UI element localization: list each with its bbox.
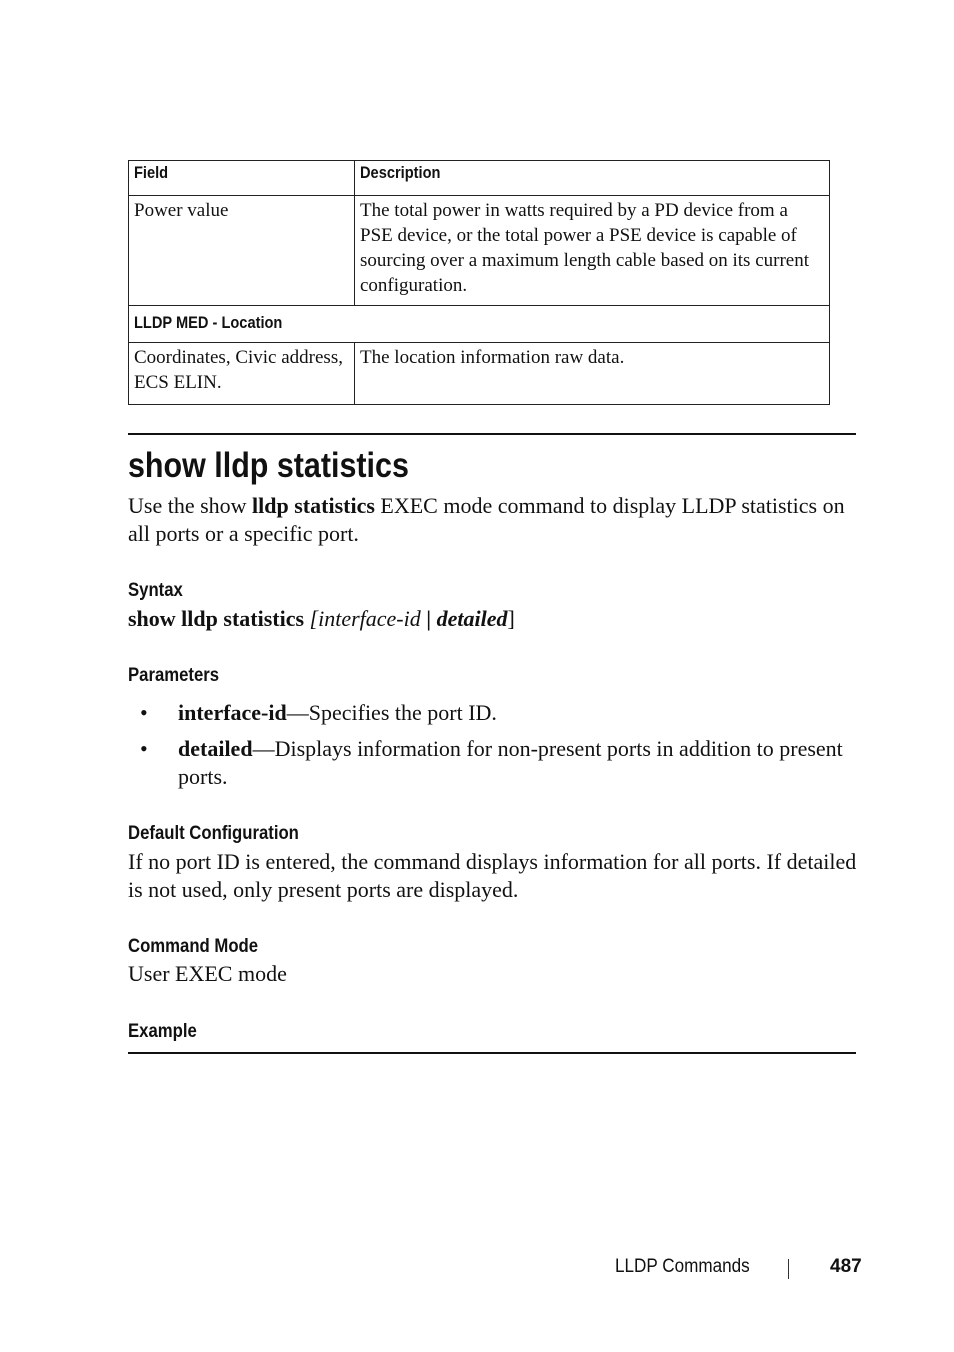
parameters-list	[128, 699, 858, 799]
page-number: 487	[830, 1256, 862, 1277]
section-divider-top	[128, 433, 856, 435]
default-configuration-heading: Default Configuration	[128, 823, 299, 844]
field-description-table	[128, 160, 830, 405]
table-header-description: Description	[355, 161, 830, 196]
table-row	[129, 343, 830, 405]
table-cell-field: Coordinates, Civic address, ECS ELIN.	[129, 343, 355, 405]
table-section-row	[129, 306, 830, 343]
syntax-param-interface-id: interface-id	[318, 606, 421, 631]
table-row	[129, 196, 830, 306]
command-mode-heading: Command Mode	[128, 936, 259, 957]
section-divider-bottom	[128, 1052, 856, 1054]
table-cell-description: The total power in watts required by a PD device from a PSE device, or the total power a PSE device is capable of sourcing over a maximum length cable based on its current configuration.	[355, 196, 830, 306]
command-mode-text: User EXEC mode	[128, 961, 287, 986]
list-item: • detailed—Displays information for non-present ports in addition to present ports.	[140, 736, 843, 789]
intro-paragraph: Use the show lldp statistics EXEC mode command to display LLDP statistics on all ports or a specific port.	[128, 493, 845, 546]
list-item: • interface-id—Specifies the port ID.	[140, 700, 497, 725]
table-cell-description: The location information raw data.	[355, 343, 830, 405]
intro-command: lldp statistics	[252, 493, 375, 518]
syntax-heading: Syntax	[128, 580, 183, 601]
example-heading: Example	[128, 1021, 197, 1042]
default-configuration-text: If no port ID is entered, the command displays information for all ports. If detailed is not used, only present ports are displayed.	[128, 849, 857, 902]
footer-section-label: LLDP Commands	[615, 1256, 750, 1277]
page-title: show lldp statistics	[128, 446, 409, 485]
table-header-row	[129, 161, 830, 196]
footer-separator	[788, 1259, 789, 1279]
table-cell-field: Power value	[129, 196, 355, 306]
parameters-heading: Parameters	[128, 665, 220, 686]
syntax-line: show lldp statistics [interface-id | detailed]	[128, 606, 515, 631]
syntax-param-detailed: detailed	[436, 606, 508, 631]
table-section-label: LLDP MED - Location	[129, 306, 830, 343]
table-header-field: Field	[129, 161, 355, 196]
